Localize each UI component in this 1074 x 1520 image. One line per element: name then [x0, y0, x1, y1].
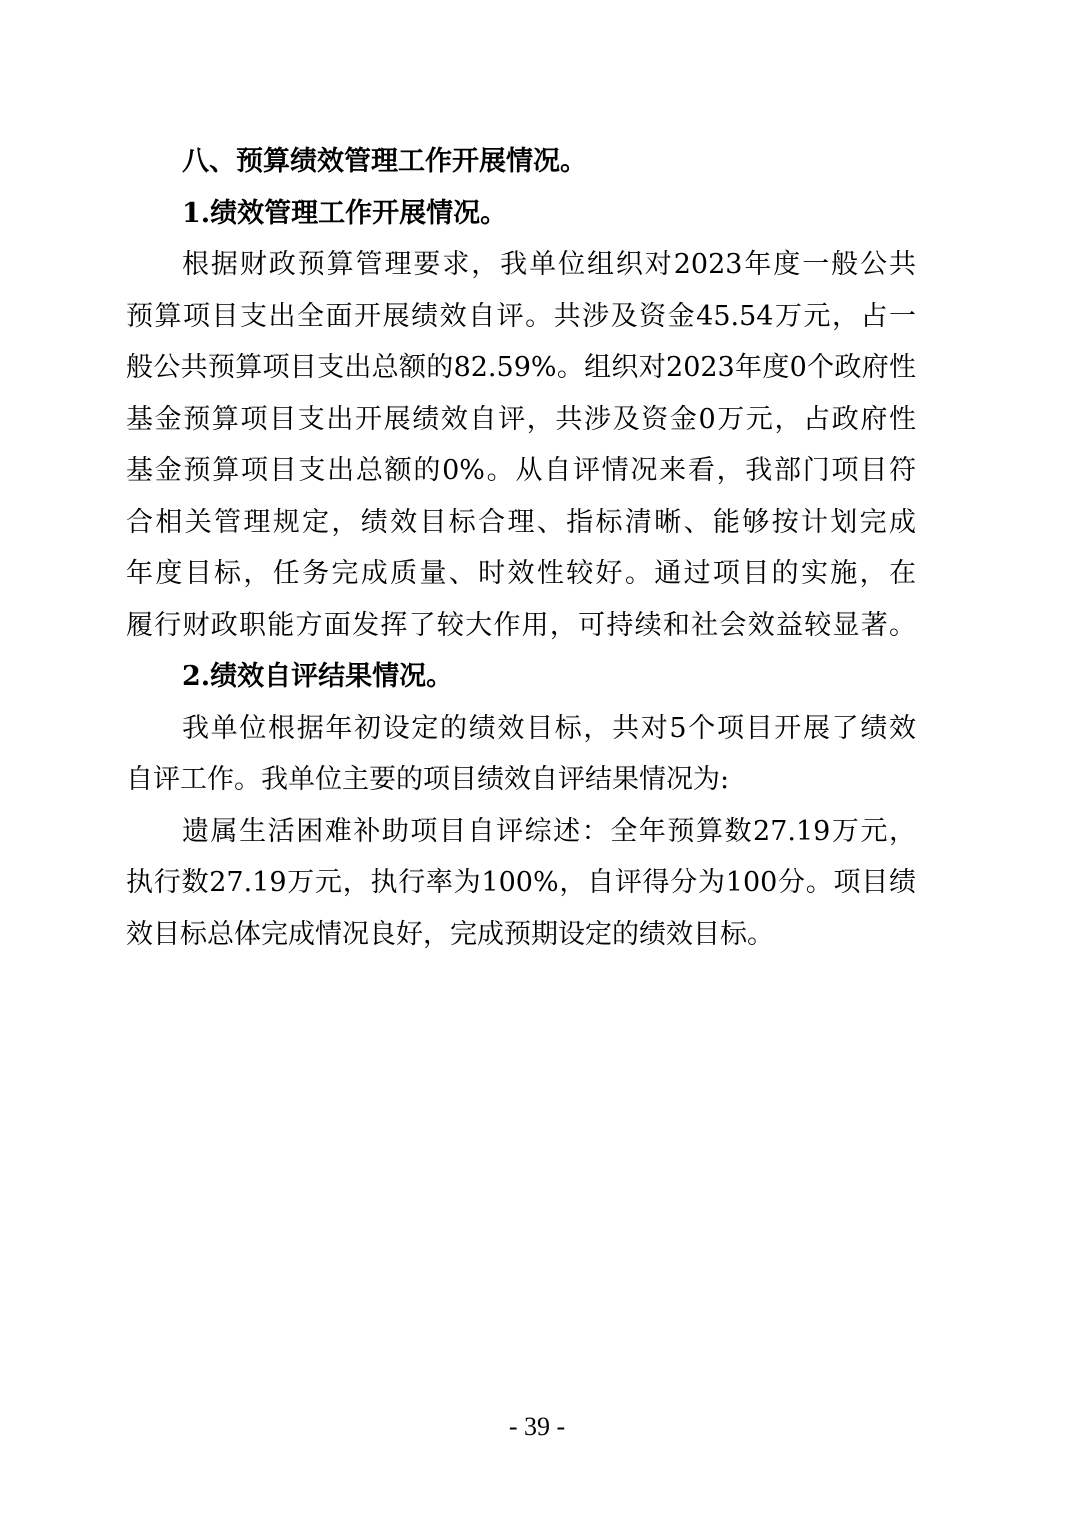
paragraph-line: 履行财政职能方面发挥了较大作用，可持续和社会效益较显著。 — [126, 609, 916, 641]
subsection-2-paragraph-1 — [126, 703, 916, 806]
subsection-1-paragraph — [126, 239, 916, 651]
section-heading: 八、预算绩效管理工作开展情况。 — [182, 146, 587, 177]
paragraph-line: 自评工作。我单位主要的项目绩效自评结果情况为: — [126, 764, 730, 795]
subsection-2-heading: 2.绩效自评结果情况。 — [182, 661, 454, 692]
paragraph-line: 根据财政预算管理要求，我单位组织对2023年度一般公共 — [182, 249, 916, 280]
paragraph-line: 我单位根据年初设定的绩效目标，共对5个项目开展了绩效 — [182, 712, 916, 744]
paragraph-line: 年度目标，任务完成质量、时效性较好。通过项目的实施，在 — [126, 558, 916, 589]
paragraph-line: 基金预算项目支出总额的0%。从自评情况来看，我部门项目符 — [126, 455, 916, 486]
subsection-2-paragraph-2 — [126, 806, 916, 961]
paragraph-line: 预算项目支出全面开展绩效自评。共涉及资金45.54万元，占一 — [126, 300, 916, 332]
paragraph-line: 效目标总体完成情况良好，完成预期设定的绩效目标。 — [126, 918, 774, 950]
paragraph-line: 般公共预算项目支出总额的82.59%。组织对2023年度0个政府性 — [126, 352, 916, 383]
page-number: - 39 - — [508, 1412, 566, 1441]
paragraph-line: 合相关管理规定，绩效目标合理、指标清晰、能够按计划完成 — [126, 506, 916, 538]
paragraph-line: 执行数27.19万元，执行率为100%，自评得分为100分。项目绩 — [126, 867, 916, 898]
subsection-1-heading: 1.绩效管理工作开展情况。 — [182, 197, 508, 229]
paragraph-line: 基金预算项目支出开展绩效自评，共涉及资金0万元，占政府性 — [126, 403, 916, 435]
paragraph-line: 遗属生活困难补助项目自评综述：全年预算数27.19万元， — [182, 815, 916, 847]
document-body — [126, 136, 916, 960]
